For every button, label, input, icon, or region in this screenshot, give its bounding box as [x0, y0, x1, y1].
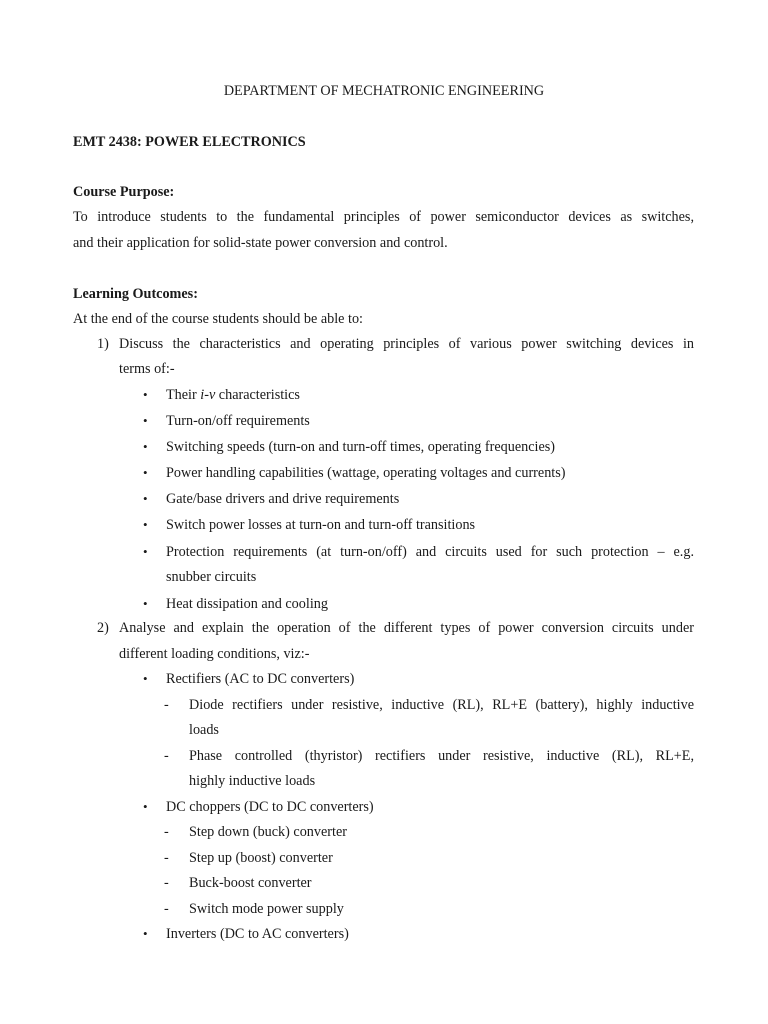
course-purpose-heading: Course Purpose:: [73, 184, 175, 200]
bullet-icon: •: [143, 517, 148, 532]
buck-converter: Step down (buck) converter: [189, 824, 347, 840]
phase-controlled-rectifiers-line-1: Phase controlled (thyristor) rectifiers under resistive, inductive (RL), RL+E,: [189, 748, 694, 764]
bullet-icon: •: [143, 387, 148, 402]
dash-icon: -: [164, 901, 169, 917]
bullet-icon: •: [143, 596, 148, 611]
outcome-1-number: 1): [97, 336, 109, 352]
device-characteristic-heat-dissipation: Heat dissipation and cooling: [166, 596, 328, 612]
iv-italic: i-v: [200, 387, 216, 403]
dash-icon: -: [164, 850, 169, 866]
learning-outcomes-heading: Learning Outcomes:: [73, 286, 198, 302]
inverters-label: Inverters (DC to AC converters): [166, 926, 349, 942]
diode-rectifiers-line-1: Diode rectifiers under resistive, inductive (RL), RL+E (battery), highly inductive: [189, 697, 694, 713]
dash-icon: -: [164, 875, 169, 891]
outcome-1-text-line-2: terms of:-: [119, 361, 175, 377]
bullet-icon: •: [143, 544, 148, 559]
device-characteristic-iv: [166, 386, 300, 404]
device-characteristic-switching-speeds: Switching speeds (turn-on and turn-off times, operating frequencies): [166, 439, 555, 455]
bullet-icon: •: [143, 413, 148, 428]
dc-choppers-label: DC choppers (DC to DC converters): [166, 799, 374, 815]
boost-converter: Step up (boost) converter: [189, 850, 333, 866]
bullet-icon: •: [143, 439, 148, 454]
course-purpose-text-line-2: and their application for solid-state power conversion and control.: [73, 235, 448, 251]
outcome-2-text-line-2: different loading conditions, viz:-: [119, 646, 310, 662]
bullet-icon: •: [143, 671, 148, 686]
dash-icon: -: [164, 748, 169, 764]
switch-mode-power-supply: Switch mode power supply: [189, 901, 344, 917]
course-title: EMT 2438: POWER ELECTRONICS: [73, 134, 306, 150]
device-characteristic-turn-on-off: Turn-on/off requirements: [166, 413, 310, 429]
outcome-1-text-line-1: Discuss the characteristics and operating principles of various power switching devices in: [119, 336, 694, 352]
bullet-icon: •: [143, 799, 148, 814]
phase-controlled-rectifiers-line-2: highly inductive loads: [189, 773, 316, 789]
diode-rectifiers-line-2: loads: [189, 722, 219, 738]
course-purpose-text-line-1: To introduce students to the fundamental principles of power semiconductor devices as switches,: [73, 209, 694, 225]
device-characteristic-protection-line-2: snubber circuits: [166, 569, 257, 585]
bullet-icon: •: [143, 491, 148, 506]
device-characteristic-power-handling: Power handling capabilities (wattage, operating voltages and currents): [166, 465, 566, 481]
learning-outcomes-intro: At the end of the course students should be able to:: [73, 311, 363, 327]
rectifiers-label: Rectifiers (AC to DC converters): [166, 671, 355, 687]
device-characteristic-protection-line-1: Protection requirements (at turn-on/off) and circuits used for such protection – e.g.: [166, 544, 694, 560]
outcome-2-number: 2): [97, 620, 109, 636]
outcome-2-text-line-1: Analyse and explain the operation of the different types of power conversion circuits under: [119, 620, 694, 636]
device-characteristic-switch-losses: Switch power losses at turn-on and turn-off transitions: [166, 517, 476, 533]
dash-icon: -: [164, 697, 169, 713]
buck-boost-converter: Buck-boost converter: [189, 875, 312, 891]
iv-suffix: characteristics: [215, 387, 300, 403]
device-characteristic-gate-drivers: Gate/base drivers and drive requirements: [166, 491, 400, 507]
iv-prefix: Their: [166, 387, 201, 403]
department-heading: DEPARTMENT OF MECHATRONIC ENGINEERING: [223, 83, 545, 99]
bullet-icon: •: [143, 465, 148, 480]
dash-icon: -: [164, 824, 169, 840]
bullet-icon: •: [143, 926, 148, 941]
